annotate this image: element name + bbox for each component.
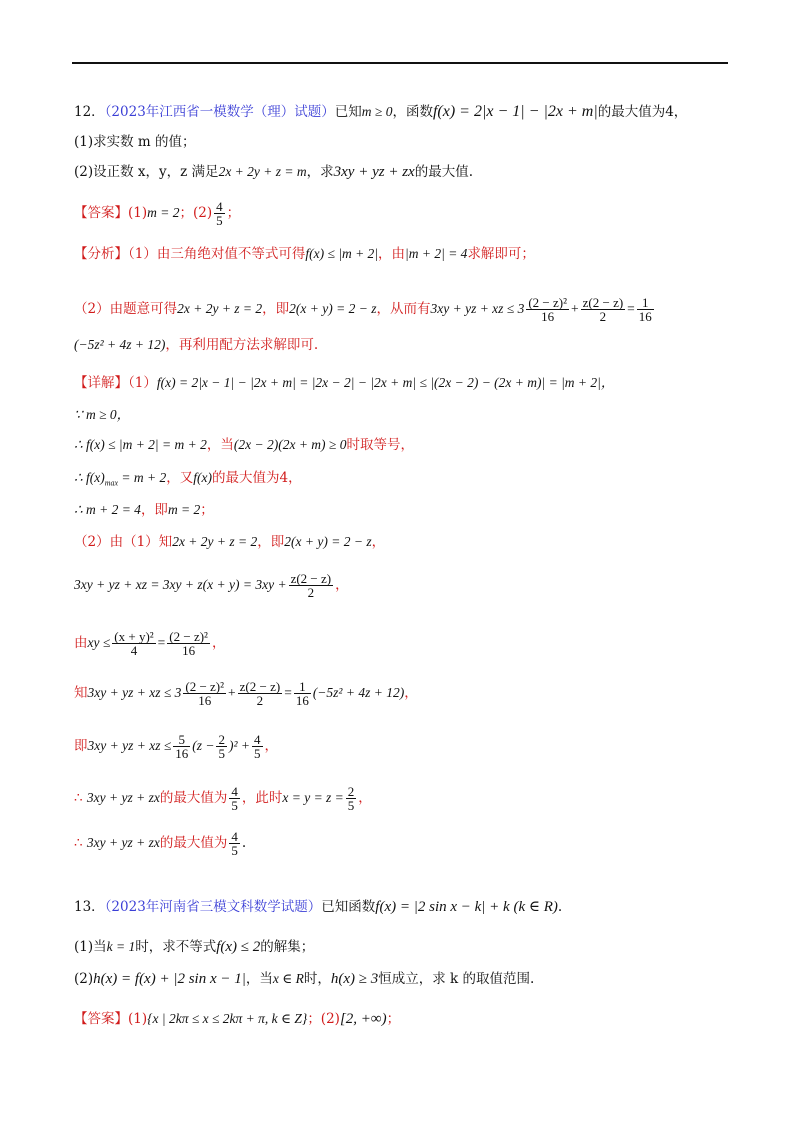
q12-part1: (1)求实数 m 的值； [74, 134, 196, 150]
q13-part1: (1)当k = 1时，求不等式f(x) ≤ 2的解集； [74, 939, 315, 955]
q12-part2: (2)设正数 x，y，z 满足2x + 2y + z = m，求3xy + yz + zx的最大值. [74, 164, 473, 180]
q12-detail-6: （2）由（1）知2x + 2y + z = 2，即2(x + y) = 2 − z， [74, 534, 386, 550]
q12-analysis-1: 【分析】（1）由三角绝对值不等式可得f(x) ≤ |m + 2|，由|m + 2| = 4求解即可； [74, 246, 535, 262]
q12-analysis-3: (−5z² + 4z + 12)，再利用配方法求解即可. [74, 337, 319, 353]
q12-detail-2: ∵ m ≥ 0， [74, 407, 131, 422]
q12-detail-4: ∴ $f(x)_{max} = m + 2$，又f(x)的最大值为4， [74, 470, 302, 488]
q12-detail-1: 【详解】（1）f(x) = 2|x − 1| − |2x + m| = |2x − 2| − |2x + m| ≤ |(2x − 2) − (2x + m)| = |m + 2|， [74, 375, 615, 391]
q12-detail-9: 知3xy + yz + xz ≤ 3 $\frac{\text{(2 − z)²}}{16}$ + $\frac{z(2 - z)}{2}$ = $\frac{1}{16}$ (−5z² + 4z + 12)， [74, 679, 418, 708]
q12-detail-5: ∴ m + 2 = 4，即m = 2； [74, 502, 214, 518]
q12-answer: 【答案】(1)m = 2；(2) $\frac{4}{5}$ ； [74, 199, 241, 228]
header-rule [72, 62, 728, 64]
q12-detail-12: ∴ 3xy + yz + zx的最大值为 $\frac{4}{5}$ . [74, 829, 247, 858]
q12-detail-11: ∴ 3xy + yz + zx的最大值为 $\frac{4}{5}$ ，此时x = y = z = $\frac{2}{5}$ ， [74, 784, 372, 813]
q12-detail-7: 3xy + yz + xz = 3xy + z(x + y) = 3xy + $\frac{z(2 - z)}{2}$ ， [74, 571, 349, 600]
q12-detail-8: 由xy ≤ $\frac{\text{(x + y)²}}{4}$ = $\frac{\text{(2 − z)²}}{16}$ ， [74, 629, 226, 658]
q12-analysis-2: （2）由题意可得2x + 2y + z = 2，即2(x + y) = 2 − z，从而有3xy + yz + xz ≤ 3 $\frac{\text{(2 − z)²}}{16}$ + $\frac{z(2 - z)}{2}$ = $\frac{1}{16}$ [74, 295, 652, 324]
q13-part2: (2)h(x) = f(x) + |2 sin x − 1|，当x ∈ R时，h(x) ≥ 3恒成立，求 k 的取值范围. [74, 971, 535, 987]
q13-stem: 13．（2023年河南省三模文科数学试题）已知函数f(x) = |2 sin x − k| + k (k ∈ R). [74, 899, 563, 915]
q12-detail-10: 即3xy + yz + xz ≤ $\frac{5}{16}$ (z − $\frac{2}{5}$ )² + $\frac{4}{5}$ ， [74, 732, 278, 761]
q12-stem: 12．（2023年江西省一模数学（理）试题）已知m ≥ 0，函数f(x) = 2|x − 1| − |2x + m|的最大值为4， [74, 103, 688, 120]
q13-answer: 【答案】(1){x | 2kπ ≤ x ≤ 2kπ + π, k ∈ Z}；(2)[2, +∞)； [74, 1011, 401, 1027]
q12-detail-3: ∴ f(x) ≤ |m + 2| = m + 2，当(2x − 2)(2x + m) ≥ 0时取等号， [74, 437, 414, 453]
